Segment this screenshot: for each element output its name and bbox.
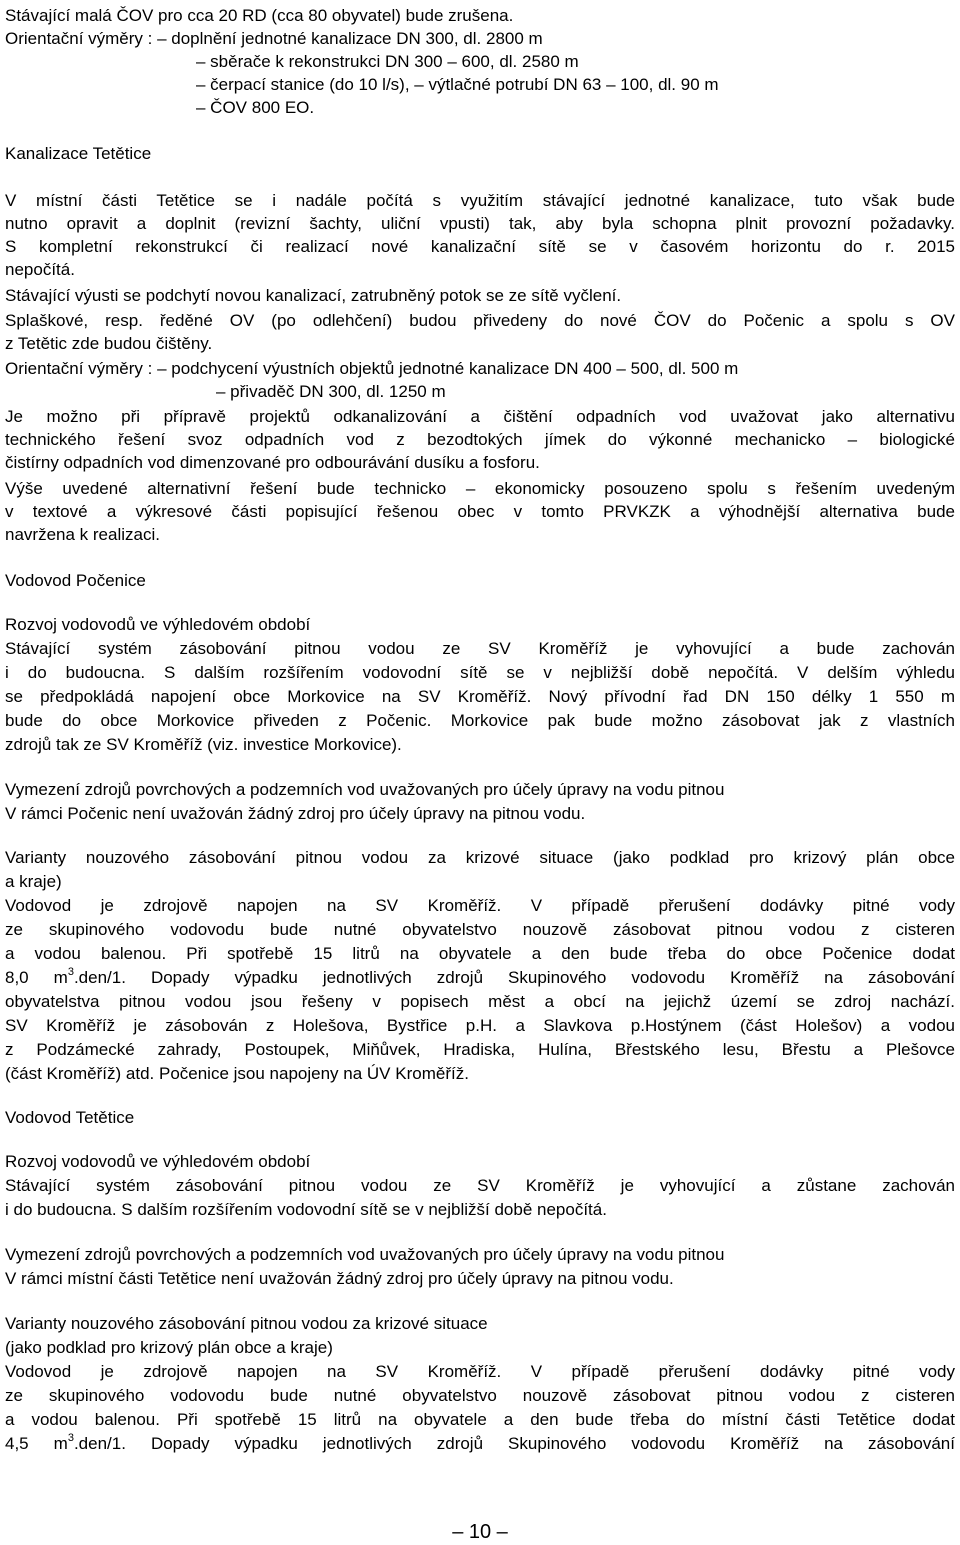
text-fragment: .den/1. Dopady výpadku jednotlivých zdrojů Skupinového vodovodu Kroměříž na zásobování (73, 1434, 955, 1453)
text-fragment: .den/1. Dopady výpadku jednotlivých zdrojů Skupinového vodovodu Kroměříž na zásobování (73, 968, 955, 987)
text-line: čistírny odpadních vod dimenzované pro odbourávání dusíku a fosforu. (5, 453, 540, 472)
text-line: ze skupinového vodovodu bude nutné obyvatelstvo nouzově zásobovat pitnou vodou z cisteren (5, 1386, 955, 1405)
text-line: v textové a výkresové části popisující řešenou obec v tomto PRVKZK a výhodnější alternativa bude (5, 502, 955, 521)
section-heading: Vodovod Počenice (5, 571, 146, 590)
text-fragment: 4,5 m (5, 1434, 68, 1453)
text-line: S kompletní rekonstrukcí či realizací nové kanalizační sítě se v časovém horizontu do r. 2015 (5, 237, 955, 256)
text-line: Stávající malá ČOV pro cca 20 RD (cca 80 obyvatel) bude zrušena. (5, 6, 514, 25)
text-line: Splaškové, resp. ředěné OV (po odlehčení) budou přivedeny do nové ČOV do Počenic a spolu s OV (5, 311, 955, 330)
text-line: Je možno při přípravě projektů odkanalizování a čištění odpadních vod uvažovat jako alternativu (5, 407, 955, 426)
text-line: – přivaděč DN 300, dl. 1250 m (216, 382, 446, 401)
subsection-heading: Vymezení zdrojů povrchových a podzemních vod uvažovaných pro účely úpravy na vodu pitnou (5, 780, 725, 799)
text-line: – čerpací stanice (do 10 l/s), – výtlačné potrubí DN 63 – 100, dl. 90 m (196, 75, 719, 94)
text-line: V rámci místní části Tetětice není uvažován žádný zdroj pro účely úpravy na pitnou vodu. (5, 1269, 674, 1288)
text-line: Orientační výměry : – podchycení výustních objektů jednotné kanalizace DN 400 – 500, dl. 500 m (5, 359, 739, 378)
text-line: Orientační výměry : – doplnění jednotné kanalizace DN 300, dl. 2800 m (5, 29, 543, 48)
text-fragment: 8,0 m (5, 968, 68, 987)
text-line: a vodou balenou. Při spotřebě 15 litrů na obyvatele a den bude třeba do obce Počenice dodat (5, 944, 955, 963)
subsection-heading: Rozvoj vodovodů ve výhledovém období (5, 1152, 311, 1171)
text-line: V rámci Počenic není uvažován žádný zdroj pro účely úpravy na pitnou vodu. (5, 804, 586, 823)
text-line: zdrojů tak ze SV Kroměříž (viz. investice Morkovice). (5, 735, 402, 754)
text-line: z Podzámecké zahrady, Postoupek, Miňůvek, Hradiska, Hulína, Břestského lesu, Břestu a Plešovce (5, 1040, 955, 1059)
text-line: ze skupinového vodovodu bude nutné obyvatelstvo nouzově zásobovat pitnou vodou z cisteren (5, 920, 955, 939)
text-line: – sběrače k rekonstrukci DN 300 – 600, dl. 2580 m (196, 52, 579, 71)
text-line: se předpokládá napojení obce Morkovice na SV Kroměříž. Nový přívodní řad DN 150 délky 1 550 m (5, 687, 955, 706)
text-line: V místní části Tetětice se i nadále počítá s využitím stávající jednotné kanalizace, tuto však bude (5, 191, 955, 210)
text-line: – ČOV 800 EO. (196, 98, 315, 117)
text-line: a vodou balenou. Při spotřebě 15 litrů na obyvatele a den bude třeba do místní části Tetětice dodat (5, 1410, 955, 1429)
section-heading: Vodovod Tetětice (5, 1108, 135, 1127)
text-line: SV Kroměříž je zásobován z Holešova, Bystřice p.H. a Slavkova p.Hostýnem (část Holešov) a vodou (5, 1016, 955, 1035)
text-line (5, 1433, 955, 1455)
subsection-heading: Vymezení zdrojů povrchových a podzemních vod uvažovaných pro účely úpravy na vodu pitnou (5, 1245, 725, 1264)
subsection-heading: a kraje) (5, 872, 62, 891)
text-line: i do budoucna. S dalším rozšířením vodovodní sítě se v nejbližší době nepočítá. (5, 1200, 607, 1219)
subsection-heading: Rozvoj vodovodů ve výhledovém období (5, 615, 311, 634)
subsection-heading: Varianty nouzového zásobování pitnou vodou za krizové situace (5, 1314, 488, 1333)
subsection-heading: Varianty nouzového zásobování pitnou vodou za krizové situace (jako podklad pro krizový plán obce (5, 848, 955, 867)
text-line: Stávající výusti se podchytí novou kanalizací, zatrubněný potok se ze sítě vyčlení. (5, 286, 622, 305)
text-line: Stávající systém zásobování pitnou vodou ze SV Kroměříž je vyhovující a bude zachován (5, 639, 955, 658)
superscript: 3 (67, 1432, 74, 1444)
subsection-heading: (jako podklad pro krizový plán obce a kraje) (5, 1338, 333, 1357)
superscript: 3 (67, 966, 74, 978)
text-line: z Tetětic zde budou čištěny. (5, 334, 213, 353)
text-line: Vodovod je zdrojově napojen na SV Kroměříž. V případě přerušení dodávky pitné vody (5, 1362, 955, 1381)
page-number: – 10 – (452, 1521, 508, 1543)
text-line: Výše uvedené alternativní řešení bude technicko – ekonomicky posouzeno spolu s řešením uvedeným (5, 479, 955, 498)
text-line: navržena k realizaci. (5, 525, 160, 544)
text-line: technického řešení svoz odpadních vod z bezodtokých jímek do výkonné mechanicko – biologické (5, 430, 955, 449)
text-line: Vodovod je zdrojově napojen na SV Kroměříž. V případě přerušení dodávky pitné vody (5, 896, 955, 915)
text-line: obyvatelstva pitnou vodou jsou řešeny v popisech měst a obcí na jejichž území se zdroj nachází. (5, 992, 955, 1011)
text-line: i do budoucna. S dalším rozšířením vodovodní sítě se v nejbližší době nepočítá. V delším výhledu (5, 663, 955, 682)
section-heading: Kanalizace Tetětice (5, 144, 152, 163)
text-line (5, 967, 955, 989)
text-line: nepočítá. (5, 260, 75, 279)
text-line: nutno opravit a doplnit (revizní šachty, uliční vpusti) tak, aby byla schopna plnit provozní požadavky. (5, 214, 955, 233)
text-line: bude do obce Morkovice přiveden z Počenic. Morkovice pak bude možno zásobovat jak z vlastních (5, 711, 955, 730)
text-line: (část Kroměříž) atd. Počenice jsou napojeny na ÚV Kroměříž. (5, 1064, 469, 1083)
text-line: Stávající systém zásobování pitnou vodou ze SV Kroměříž je vyhovující a zůstane zachován (5, 1176, 955, 1195)
